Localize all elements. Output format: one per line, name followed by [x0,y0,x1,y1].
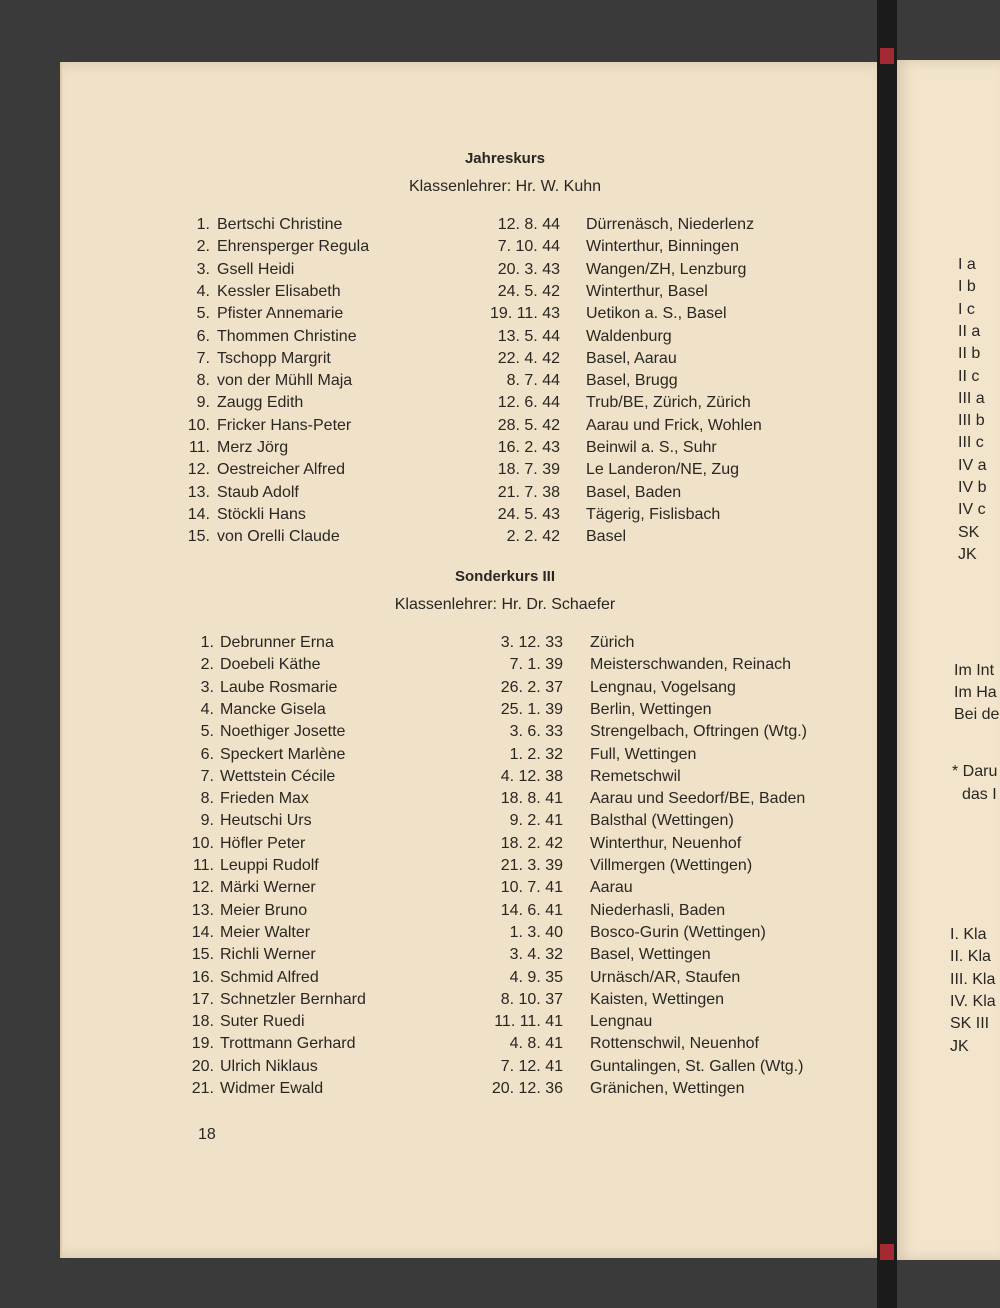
student-row [0,900,880,922]
student-number: 16. [191,968,214,986]
hometown-residence: Uetikon a. S., Basel [586,305,727,323]
right-class-label: III c [958,434,984,452]
student-name: Bertschi Christine [217,216,343,233]
student-row [0,326,880,348]
birth-date: 7. 1. 39 [509,656,563,674]
section-teacher-sonderkurs: Klassenlehrer: Hr. Dr. Schaefer [394,596,616,613]
student-number: 9. [200,812,214,830]
student-name: von der Mühll Maja [217,372,353,390]
student-name: Staub Adolf [217,483,299,501]
birth-date: 18. 8. 41 [500,790,563,808]
student-number: 9. [196,394,210,412]
birth-date: 12. 6. 44 [497,394,560,412]
right-class-label: IV a [958,456,987,474]
student-number: 15. [187,528,210,546]
birth-date: 14. 6. 41 [500,901,563,919]
student-row [0,370,880,392]
book-spine [877,0,897,1308]
right-class-label-2: JK [950,1037,969,1055]
student-row [0,214,880,236]
student-name: Fricker Hans-Peter [217,416,352,434]
student-name: Laube Rosmarie [220,678,338,696]
student-number: 6. [196,327,210,345]
student-number: 8. [200,790,214,808]
student-number: 17. [191,990,214,1008]
spine-red-marker-top [880,48,894,64]
student-row [0,967,880,989]
student-number: 8. [196,372,210,390]
section-teacher-jahreskurs: Klassenlehrer: Hr. W. Kuhn [408,178,602,195]
student-name: Zaugg Edith [217,394,304,412]
hometown-residence: Lengnau, Vogelsang [590,678,736,696]
hometown-residence: Villmergen (Wettingen) [590,857,753,874]
student-row [0,526,880,548]
right-class-label: III b [958,412,985,430]
hometown-residence: Aarau [590,879,633,897]
hometown-residence: Basel, Baden [586,483,682,501]
right-class-label: III a [958,389,985,407]
student-name: Ulrich Niklaus [220,1057,318,1075]
right-text-fragment: Im Ha [954,684,997,701]
birth-date: 24. 5. 43 [497,505,560,523]
right-class-label-2: SK III [950,1015,990,1033]
birth-date: 18. 2. 42 [500,834,563,852]
birth-date: 13. 5. 44 [497,327,560,345]
student-number: 4. [200,700,214,718]
student-name: Pfister Annemarie [217,305,344,323]
student-number: 7. [196,349,210,367]
hometown-residence: Kaisten, Wettingen [590,990,725,1008]
student-name: Tschopp Margrit [217,349,331,367]
student-row [0,744,880,766]
birth-date: 7. 10. 44 [497,238,560,256]
hometown-residence: Urnäsch/AR, Staufen [590,968,741,986]
hometown-residence: Winterthur, Neuenhof [590,834,742,852]
student-row [0,392,880,414]
birth-date: 7. 12. 41 [500,1057,563,1075]
student-name: Wettstein Cécile [220,767,336,785]
student-number: 10. [191,834,214,852]
birth-date: 20. 3. 43 [497,260,560,278]
student-row [0,877,880,899]
hometown-residence: Gränichen, Wettingen [590,1080,745,1097]
hometown-residence: Basel, Aarau [586,349,677,367]
student-row [0,699,880,721]
student-number: 15. [191,946,214,964]
hometown-residence: Bosco-Gurin (Wettingen) [590,923,766,941]
hometown-residence: Niederhasli, Baden [590,901,726,919]
student-row [0,721,880,743]
hometown-residence: Aarau und Frick, Wohlen [586,416,762,434]
student-number: 2. [196,238,210,256]
student-name: Richli Werner [220,946,316,964]
student-row [0,504,880,526]
student-number: 14. [191,923,214,941]
birth-date: 16. 2. 43 [497,439,560,456]
student-number: 10. [187,416,210,434]
spine-red-marker-bottom [880,1244,894,1260]
student-row [0,459,880,481]
hometown-residence: Trub/BE, Zürich, Zürich [586,394,751,412]
birth-date: 20. 12. 36 [491,1080,563,1097]
student-name: Oestreicher Alfred [217,461,346,479]
student-row [0,236,880,258]
birth-date: 19. 11. 43 [490,305,560,323]
birth-date: 21. 7. 38 [497,483,560,501]
student-row [0,415,880,437]
birth-date: 11. 11. 41 [494,1013,563,1031]
hometown-residence: Berlin, Wettingen [590,700,712,718]
student-number: 2. [200,656,214,674]
hometown-residence: Winterthur, Binningen [586,238,739,256]
hometown-residence: Waldenburg [586,327,672,345]
birth-date: 9. 2. 41 [509,812,563,830]
birth-date: 21. 3. 39 [500,857,563,874]
student-row [0,437,880,459]
birth-date: 4. 12. 38 [500,767,563,785]
student-number: 13. [187,483,210,501]
student-name: Doebeli Käthe [220,656,321,674]
right-class-label-2: I. Kla [950,926,987,943]
student-number: 11. [188,439,210,456]
hometown-residence: Strengelbach, Oftringen (Wtg.) [590,723,807,741]
student-row [0,944,880,966]
page-number: 18 [198,1126,216,1143]
student-number: 5. [200,723,214,741]
student-name: Höfler Peter [220,834,306,852]
student-number: 11. [192,857,214,874]
student-number: 13. [191,901,214,919]
hometown-residence: Tägerig, Fislisbach [586,505,721,523]
student-name: Trottmann Gerhard [220,1035,356,1053]
student-number: 1. [200,634,214,651]
right-class-label-2: II. Kla [950,948,991,966]
birth-date: 1. 2. 32 [509,745,563,763]
student-row [0,632,880,654]
birth-date: 8. 10. 37 [500,990,563,1008]
hometown-residence: Balsthal (Wettingen) [590,812,734,830]
hometown-residence: Rottenschwil, Neuenhof [590,1035,759,1053]
hometown-residence: Winterthur, Basel [586,282,708,300]
hometown-residence: Beinwil a. S., Suhr [586,439,717,456]
birth-date: 26. 2. 37 [500,678,563,696]
birth-date: 2. 2. 42 [506,528,560,546]
right-class-label: JK [958,545,977,563]
right-text-fragment: das I [962,786,997,803]
student-name: Speckert Marlène [220,745,346,763]
student-number: 21. [191,1080,214,1097]
student-name: Heutschi Urs [220,812,312,830]
student-row [0,810,880,832]
hometown-residence: Aarau und Seedorf/BE, Baden [590,790,806,808]
student-name: Noethiger Josette [220,723,346,741]
section-title-jahreskurs: Jahreskurs [464,150,546,167]
student-row [0,677,880,699]
student-number: 12. [187,461,210,479]
student-number: 12. [191,879,214,897]
hometown-residence: Basel, Brugg [586,372,678,390]
student-name: Märki Werner [220,879,316,897]
hometown-residence: Basel [586,528,627,546]
student-row [0,1078,880,1100]
section-title-sonderkurs: Sonderkurs III [454,568,556,585]
student-row [0,922,880,944]
student-name: Mancke Gisela [220,700,326,718]
hometown-residence: Wangen/ZH, Lenzburg [586,260,747,278]
student-row [0,654,880,676]
birth-date: 8. 7. 44 [506,372,560,390]
right-text-fragment: * Daru [952,763,998,780]
student-name: Gsell Heidi [217,260,295,278]
right-class-label: I a [958,256,976,273]
right-page [892,60,1000,1260]
student-row [0,788,880,810]
student-row [0,855,880,877]
hometown-residence: Remetschwil [590,767,681,785]
student-name: Stöckli Hans [217,505,306,523]
student-name: Schmid Alfred [220,968,319,986]
birth-date: 3. 12. 33 [500,634,563,651]
birth-date: 24. 5. 42 [497,282,560,300]
student-row [0,1011,880,1033]
student-name: Frieden Max [220,790,309,808]
birth-date: 4. 9. 35 [509,968,563,986]
hometown-residence: Basel, Wettingen [590,946,711,964]
right-class-label: I b [958,278,976,296]
student-row [0,303,880,325]
student-number: 18. [191,1013,214,1031]
birth-date: 18. 7. 39 [497,461,560,479]
student-row [0,766,880,788]
right-class-label: I c [958,300,975,318]
student-name: Merz Jörg [217,439,289,456]
hometown-residence: Guntalingen, St. Gallen (Wtg.) [590,1057,804,1075]
student-name: Leuppi Rudolf [220,857,319,874]
birth-date: 10. 7. 41 [500,879,563,897]
hometown-residence: Meisterschwanden, Reinach [590,656,791,674]
student-number: 14. [187,505,210,523]
hometown-residence: Zürich [590,634,635,651]
birth-date: 12. 8. 44 [497,216,560,233]
right-class-label: II a [958,322,981,340]
birth-date: 3. 4. 32 [509,946,563,964]
student-number: 3. [196,260,210,278]
student-row [0,833,880,855]
student-row [0,348,880,370]
birth-date: 22. 4. 42 [497,349,560,367]
student-row [0,1033,880,1055]
student-number: 6. [200,745,214,763]
student-row [0,259,880,281]
birth-date: 28. 5. 42 [497,416,560,434]
birth-date: 1. 3. 40 [509,923,563,941]
student-number: 5. [196,305,210,323]
student-name: Ehrensperger Regula [217,238,370,256]
student-number: 20. [191,1057,214,1075]
student-row [0,989,880,1011]
right-class-label: II c [958,367,980,385]
student-name: Meier Walter [220,923,311,941]
student-name: von Orelli Claude [217,528,340,546]
hometown-residence: Dürrenäsch, Niederlenz [586,216,755,233]
student-name: Suter Ruedi [220,1013,305,1031]
student-number: 3. [200,678,214,696]
birth-date: 4. 8. 41 [509,1035,563,1053]
right-class-label-2: III. Kla [950,970,996,988]
right-class-label: IV b [958,479,987,496]
birth-date: 25. 1. 39 [500,700,563,718]
student-number: 4. [196,282,210,300]
right-text-fragment: Im Int [954,662,995,679]
right-text-fragment: Bei de [954,706,1000,723]
student-number: 19. [191,1035,214,1053]
student-number: 7. [200,767,214,785]
student-row [0,1056,880,1078]
hometown-residence: Lengnau [590,1013,653,1031]
student-name: Schnetzler Bernhard [220,990,366,1008]
hometown-residence: Full, Wettingen [590,745,697,763]
birth-date: 3. 6. 33 [509,723,563,741]
student-row [0,482,880,504]
right-class-label: IV c [958,501,986,519]
student-name: Widmer Ewald [220,1080,324,1097]
student-name: Kessler Elisabeth [217,282,341,300]
student-name: Thommen Christine [217,327,357,345]
student-name: Debrunner Erna [220,634,334,651]
right-class-label: II b [958,345,981,363]
student-number: 1. [196,216,210,233]
right-class-label: SK [958,523,980,541]
student-name: Meier Bruno [220,901,308,919]
student-row [0,281,880,303]
right-class-label-2: IV. Kla [950,992,996,1010]
hometown-residence: Le Landeron/NE, Zug [586,461,739,479]
